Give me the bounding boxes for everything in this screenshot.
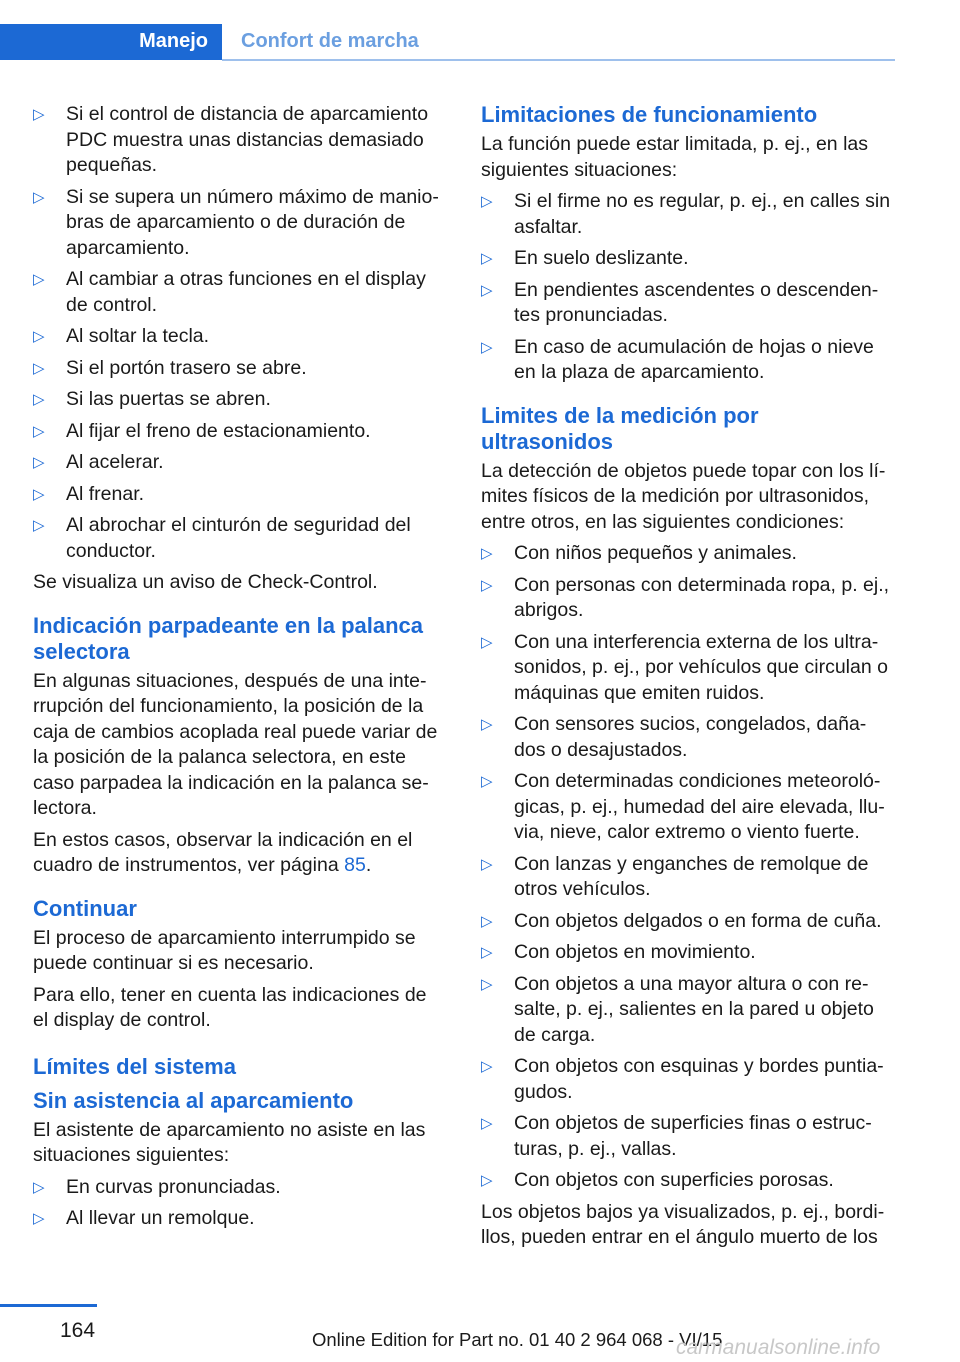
list-item [481,246,895,272]
edition-line: Online Edition for Part no. 01 40 2 964 068 - VI/15 [312,1329,723,1350]
list-item [481,909,895,935]
list-item-text: Al acelerar. [66,451,164,473]
bullet-triangle-icon: ▷ [481,338,493,356]
list-item [481,278,895,329]
list-item [33,387,443,413]
list-item [481,541,895,567]
list-item-text: Con objetos a una mayor altura o con re‐salte, p. ej., salientes en la pared u objeto de carga. [514,972,874,1046]
list-item [33,324,443,350]
list-item-text: Con objetos de superficies finas o estruc‐turas, p. ej., vallas. [514,1112,872,1160]
section-tab-confort[interactable]: Confort de marcha [241,30,419,53]
bullet-triangle-icon: ▷ [33,1210,45,1227]
list-item [33,450,443,476]
limitaciones-list [481,189,895,386]
bullet-triangle-icon: ▷ [481,716,493,733]
footer-divider [0,1304,97,1307]
bullet-triangle-icon: ▷ [481,1115,493,1132]
right-column [481,102,895,1257]
bullet-triangle-icon: ▷ [33,422,45,440]
list-item [33,356,443,382]
list-item [481,1054,895,1105]
bullet-triangle-icon: ▷ [33,391,45,408]
left-column [33,102,443,1238]
heading-continuar: Continuar [33,895,137,921]
interruption-list [33,102,443,564]
medicion-list [481,541,895,1194]
bullet-triangle-icon: ▷ [481,773,493,790]
list-item-text: Al cambiar a otras funciones en el display de control. [66,268,426,316]
bullet-triangle-icon: ▷ [481,633,493,651]
list-item-text: Si se supera un número máximo de manio‐bras de aparcamiento o de duración de aparcamiento. [66,185,439,259]
list-item-text: Con una interferencia externa de los ultra‐sonidos, p. ej., por vehículos que circulan o máquinas que emiten ruidos. [514,630,888,704]
bullet-triangle-icon: ▷ [481,1058,493,1075]
indicacion-paragraph-2 [33,828,443,879]
bullet-triangle-icon: ▷ [33,106,45,123]
watermark: carmanualsonline.info [676,1336,881,1359]
bullet-triangle-icon: ▷ [481,912,493,930]
list-item [481,940,895,966]
list-item-text: En curvas pronunciadas. [66,1175,281,1198]
list-item-text: Con objetos delgados o en forma de cuña. [514,909,882,932]
list-item [481,1111,895,1162]
bullet-triangle-icon: ▷ [481,855,493,873]
indicacion-paragraph-1: En algunas situaciones, después de una inte‐rrupción del funcionamiento, la posición de la caja de cambios acoplada real puede variar de la posición de la palanca selectora, en este caso parpadea la indicación en la palanca se‐lectora. [33,669,438,819]
bullet-triangle-icon: ▷ [33,485,45,503]
bullet-triangle-icon: ▷ [481,193,493,210]
list-item-text: Con sensores sucios, congelados, daña‐dos o desajustados. [514,713,867,761]
heading-sin-asistencia: Sin asistencia al aparcamiento [33,1087,354,1113]
list-item-text: Con personas con determinada ropa, p. ej., abrigos. [514,573,890,621]
list-item [33,513,443,564]
limitaciones-paragraph: La función puede estar limitada, p. ej., en las siguientes situaciones: [481,133,868,181]
indicacion-period: . [365,854,372,876]
list-item [33,185,443,262]
page-link-85[interactable]: 85 [344,854,366,876]
list-item [33,482,443,508]
bullet-triangle-icon: ▷ [33,271,45,288]
page-header [0,0,895,62]
list-item-text: Con lanzas y enganches de remolque de otros vehículos. [514,852,869,900]
bullet-triangle-icon: ▷ [481,576,493,594]
list-item-text: Si el control de distancia de aparcamiento PDC muestra unas distancias demasiado pequeñas. [66,103,429,176]
bullet-triangle-icon: ▷ [33,328,45,345]
list-item [481,769,895,846]
list-item [481,335,895,386]
page-number: 164 [60,1319,96,1342]
list-item-text: En pendientes ascendentes o descenden‐tes pronunciadas. [514,278,879,326]
list-item-text: Al llevar un remolque. [66,1207,255,1229]
sin-asistencia-paragraph: El asistente de aparcamiento no asiste en las situaciones siguientes: [33,1118,426,1166]
heading-indicacion: Indicación parpadeante en la palanca selectora [33,612,424,664]
continuar-paragraph-1: El proceso de aparcamiento interrumpido se puede continuar si es necesario. [33,926,416,974]
list-item-text: Si el portón trasero se abre. [66,356,307,379]
heading-medicion-ultrasonidos: Limites de la medición por ultrasonidos [481,402,759,454]
bullet-triangle-icon: ▷ [33,517,45,534]
list-item [481,712,895,763]
list-item [481,972,895,1049]
bullet-triangle-icon: ▷ [481,545,493,562]
list-item-text: Con niños pequeños y animales. [514,542,797,564]
list-item [481,573,895,624]
list-item [481,189,895,240]
bullet-triangle-icon: ▷ [33,188,45,206]
list-item-text: Al soltar la tecla. [66,325,210,347]
list-item [33,102,443,179]
list-item [33,1175,443,1201]
closing-paragraph: Los objetos bajos ya visualizados, p. ej., bordi‐llos, pueden entrar en el ángulo muerto de los [481,1200,885,1248]
chapter-tab-manejo[interactable]: Manejo [0,24,222,60]
list-item-text: Al fijar el freno de estacionamiento. [66,419,371,442]
bullet-triangle-icon: ▷ [481,1172,493,1189]
list-item-text: Con determinadas condiciones meteoroló‐gicas, p. ej., humedad del aire elevada, llu‐via, nieve, calor extremo o viento fuerte. [514,770,885,843]
medicion-paragraph: La detección de objetos puede topar con los lí‐mites físicos de la medición por ultrasonidos, entre otros, en las siguientes condiciones: [481,459,886,533]
bullet-triangle-icon: ▷ [33,1178,45,1196]
list-item-text: Con objetos en movimiento. [514,941,756,963]
bullet-triangle-icon: ▷ [481,975,493,993]
bullet-triangle-icon: ▷ [481,944,493,961]
heading-limitaciones: Limitaciones de funcionamiento [481,102,818,127]
indicacion-text: En estos casos, observar la indicación en el cuadro de instrumentos, ver página [33,828,413,876]
list-item [481,630,895,707]
list-item-text: En caso de acumulación de hojas o nieve en la plaza de aparcamiento. [514,335,874,383]
header-divider [222,59,895,61]
list-item [481,852,895,903]
check-control-text: Se visualiza un aviso de Check-Control. [33,571,378,593]
list-item [33,419,443,445]
list-item-text: En suelo deslizante. [514,247,689,269]
list-item-text: Con objetos con esquinas y bordes puntia‐gudos. [514,1055,884,1103]
bullet-triangle-icon: ▷ [481,281,493,299]
list-item-text: Al abrochar el cinturón de seguridad del conductor. [66,514,411,562]
list-item [33,1206,443,1232]
list-item-text: Con objetos con superficies porosas. [514,1169,834,1191]
list-item [33,267,443,318]
list-item-text: Si las puertas se abren. [66,388,271,410]
list-item-text: Al frenar. [66,482,145,505]
continuar-paragraph-2: Para ello, tener en cuenta las indicaciones de el display de control. [33,983,427,1031]
sin-asistencia-list [33,1175,443,1232]
list-item [481,1168,895,1194]
bullet-triangle-icon: ▷ [481,250,493,267]
bullet-triangle-icon: ▷ [33,359,45,377]
heading-limites-sistema: Límites del sistema [33,1053,236,1079]
bullet-triangle-icon: ▷ [33,454,45,471]
list-item-text: Si el firme no es regular, p. ej., en calles sin asfaltar. [514,190,891,238]
